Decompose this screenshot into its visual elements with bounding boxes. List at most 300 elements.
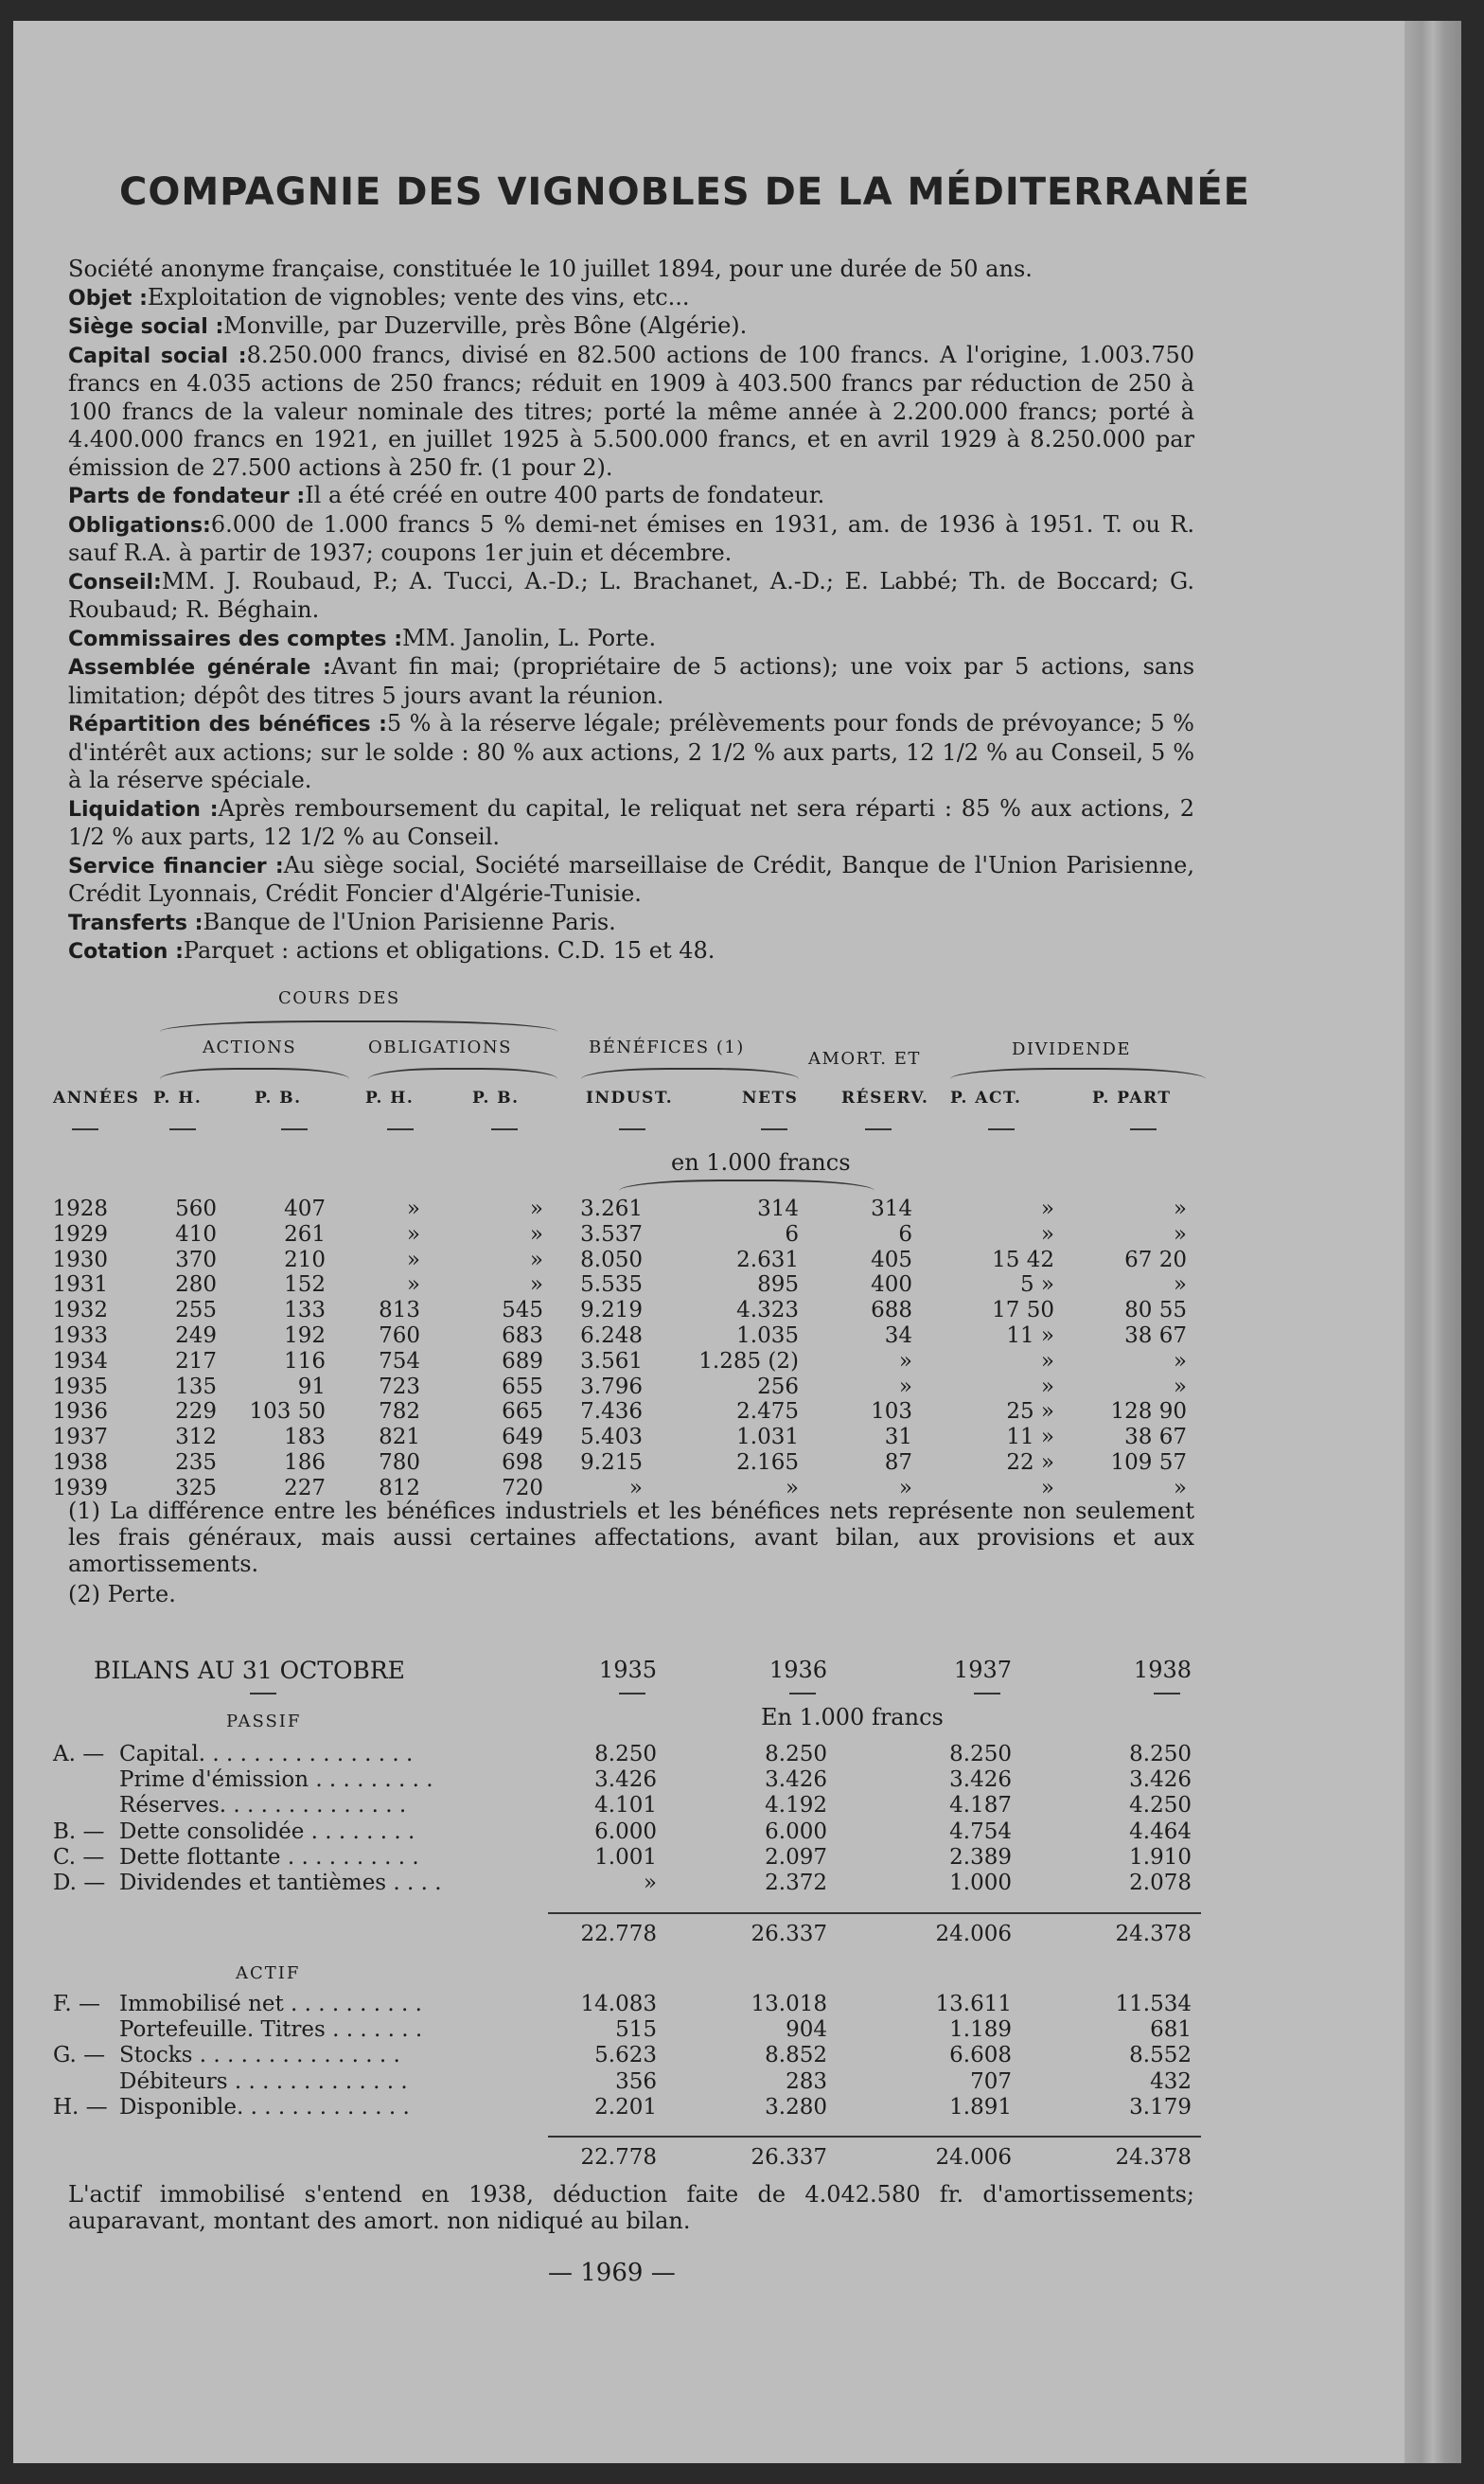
brace-cours: [160, 1020, 557, 1032]
bilan-cell: 432: [1150, 2068, 1192, 2094]
column-dash: [281, 1128, 308, 1130]
bilan-cell: 3.179: [1129, 2094, 1192, 2120]
page-title: COMPAGNIE DES VIGNOBLES DE LA MÉDITERRANÉE: [119, 170, 1250, 214]
table-cell: »: [1173, 1374, 1187, 1399]
table-cell: 229: [175, 1399, 217, 1425]
row-letter: B. —: [53, 1819, 105, 1844]
bilan-row: [13, 2017, 1404, 2043]
brace-benefices: [581, 1068, 799, 1079]
table-cell: 5.535: [580, 1272, 643, 1298]
table-cell: »: [406, 1272, 420, 1298]
table-cell: 15 42: [992, 1247, 1054, 1272]
row-label: Capital. . . . . . . . . . . . . . . .: [119, 1742, 414, 1766]
table-cell: 91: [297, 1374, 326, 1399]
table-cell: »: [785, 1475, 799, 1500]
table-cell: 31: [884, 1425, 912, 1450]
brace-dividende: [950, 1068, 1206, 1079]
table-cell: 280: [175, 1272, 217, 1298]
column-dash: [761, 1128, 787, 1130]
info-label: Commissaires des comptes :: [68, 627, 402, 651]
year-dash: [619, 1693, 645, 1694]
year-dash: [1154, 1693, 1180, 1694]
bilans-title: BILANS AU 31 OCTOBRE: [94, 1657, 405, 1684]
table-cell: 821: [379, 1425, 420, 1450]
table-cell: 1937: [52, 1425, 108, 1450]
table-cell: 1936: [52, 1399, 108, 1425]
table-row: [13, 1222, 1404, 1248]
info-paragraph: [68, 710, 1194, 795]
info-text: 6.000 de 1.000 francs 5 % demi-net émises en 1931, am. de 1936 à 1951. T. ou R. sauf R.A. à partir de 1937; coupons 1er juin et décembre.: [68, 510, 1194, 566]
table-cell: 255: [175, 1298, 217, 1323]
column-dash: [387, 1128, 414, 1130]
table-cell: 7.436: [580, 1399, 643, 1425]
info-paragraph: [68, 482, 1194, 511]
table-cell: 192: [284, 1323, 326, 1348]
bilan-cell: 1.910: [1129, 1844, 1192, 1870]
info-paragraph: [68, 312, 1194, 342]
table-cell: 1933: [52, 1323, 108, 1348]
info-label: Cotation :: [68, 940, 184, 964]
table-cell: 34: [884, 1323, 912, 1348]
info-text: MM. J. Roubaud, P.; A. Tucci, A.-D.; L. Brachanet, A.-D.; E. Labbé; Th. de Boccard; G. Roubaud; R. Béghain.: [68, 567, 1194, 623]
table-cell: 813: [379, 1298, 420, 1323]
bilan-cell: 4.101: [594, 1793, 657, 1819]
table-cell: 4.323: [736, 1298, 799, 1323]
table-cell: 186: [284, 1450, 326, 1475]
table-cell: »: [1173, 1348, 1187, 1374]
bilan-cell: 4.192: [765, 1793, 827, 1819]
table-cell: »: [406, 1197, 420, 1221]
bilan-cell: 8.852: [765, 2043, 827, 2068]
bilan-cell: 2.389: [949, 1844, 1012, 1870]
row-label: Disponible. . . . . . . . . . . . .: [119, 2094, 410, 2120]
table-cell: 2.165: [736, 1450, 799, 1475]
table-cell: 1929: [52, 1221, 108, 1247]
table-cell: 128 90: [1110, 1399, 1187, 1425]
bilan-cell: 2.201: [594, 2094, 657, 2120]
table-cell: 545: [502, 1298, 543, 1323]
table-cell: 87: [884, 1450, 912, 1475]
brace-actions: [160, 1068, 349, 1079]
info-paragraph: [68, 653, 1194, 710]
bilan-cell: 4.754: [949, 1819, 1012, 1844]
table-cell: 405: [871, 1247, 912, 1272]
column-header-pb: P. B.: [255, 1089, 302, 1108]
info-paragraph: [68, 511, 1194, 568]
column-dash: [169, 1128, 196, 1130]
table-row: [13, 1323, 1404, 1349]
info-text: Après remboursement du capital, le reliquat net sera réparti : 85 % aux actions, 2 1/2 % aux parts, 12 1/2 % au Conseil.: [68, 794, 1194, 850]
passif-title: PASSIF: [226, 1712, 302, 1731]
table-cell: 5.403: [580, 1425, 643, 1450]
bilan-row: [13, 2095, 1404, 2120]
page-number: — 1969 —: [548, 2259, 676, 2287]
header-actions: ACTIONS: [203, 1038, 297, 1057]
table-cell: 760: [379, 1323, 420, 1348]
bilan-cell: 4.187: [949, 1793, 1012, 1819]
bilan-cell: 8.250: [765, 1742, 827, 1766]
info-text: Il a été créé en outre 400 parts de fondateur.: [305, 482, 825, 508]
info-text: Monville, par Duzerville, près Bône (Algérie).: [223, 312, 748, 339]
table-cell: 1928: [52, 1197, 108, 1221]
table-cell: 1.035: [736, 1323, 799, 1348]
column-dash: [491, 1128, 518, 1130]
table-cell: 1.285 (2): [698, 1348, 799, 1374]
bilan-cell: 2.078: [1129, 1871, 1192, 1895]
row-label: Prime d'émission . . . . . . . . .: [119, 1767, 433, 1793]
table-cell: 314: [871, 1197, 912, 1221]
info-label: Parts de fondateur :: [68, 485, 306, 508]
table-cell: 217: [175, 1348, 217, 1374]
bilan-row: [13, 1871, 1404, 1896]
table-cell: »: [1040, 1475, 1054, 1500]
column-dash: [619, 1128, 645, 1130]
table-cell: 17 50: [992, 1298, 1054, 1323]
bilan-cell: 13.611: [935, 1992, 1012, 2016]
info-paragraph: [68, 625, 1194, 654]
table-cell: 67 20: [1124, 1247, 1187, 1272]
row-label: Immobilisé net . . . . . . . . . .: [119, 1992, 422, 2016]
total-rule: [548, 2136, 1201, 2138]
table-cell: 116: [284, 1348, 326, 1374]
bilan-cell: 5.623: [594, 2043, 657, 2068]
table-cell: »: [1173, 1272, 1187, 1298]
table-cell: 407: [284, 1197, 326, 1221]
info-label: Siège social :: [68, 315, 224, 339]
total-rule: [548, 1912, 1201, 1914]
header-cours: COURS DES: [278, 988, 400, 1008]
table-cell: 400: [871, 1272, 912, 1298]
table-cell: 1934: [52, 1348, 108, 1374]
table-cell: »: [529, 1197, 543, 1221]
info-text: Société anonyme française, constituée le 10 juillet 1894, pour une durée de 50 ans.: [68, 256, 1033, 282]
info-label: Obligations:: [68, 513, 211, 538]
column-header-ph: P. H.: [153, 1089, 203, 1108]
table-cell: »: [1173, 1475, 1187, 1500]
info-paragraph: [68, 937, 1194, 967]
row-label: Dette flottante . . . . . . . . . .: [119, 1844, 419, 1870]
total-cell: 24.378: [1115, 1922, 1192, 1946]
table-cell: 5 »: [1019, 1272, 1054, 1298]
total-cell: 24.006: [935, 2145, 1012, 2170]
unit-label: en 1.000 francs: [671, 1149, 851, 1176]
table-cell: 688: [871, 1298, 912, 1323]
column-header-opb: P. B.: [472, 1089, 520, 1108]
table-cell: »: [529, 1221, 543, 1247]
table-cell: »: [1040, 1374, 1054, 1399]
bilan-cell: 2.372: [765, 1871, 827, 1895]
year-header: 1937: [953, 1657, 1012, 1683]
table-cell: 22 »: [1006, 1450, 1054, 1475]
row-label: Réserves. . . . . . . . . . . . . .: [119, 1793, 407, 1819]
info-text: 5 % à la réserve légale; prélèvements pour fonds de prévoyance; 5 % d'intérêt aux actions; sur le solde : 80 % aux actions, 2 1/2 % aux parts, 12 1/2 % au Conseil, 5 % à la réserve spéciale.: [68, 710, 1194, 793]
table-cell: 665: [502, 1399, 543, 1425]
total-cell: 26.337: [751, 2145, 827, 2170]
header-obligations: OBLIGATIONS: [368, 1038, 512, 1057]
table-cell: 6: [785, 1221, 799, 1247]
table-cell: 6: [898, 1221, 912, 1247]
table-cell: 780: [379, 1450, 420, 1475]
table-cell: 3.537: [580, 1221, 643, 1247]
column-header-indust: INDUST.: [586, 1089, 674, 1108]
info-text: 8.250.000 francs, divisé en 82.500 actions de 100 francs. A l'origine, 1.003.750 francs en 4.035 actions de 250 francs; réduit en 1909 à 403.500 francs par réduction de 250 à 100 francs de la valeur nominale des titres; porté la même année à 2.200.000 francs; porté à 4.400.000 francs en 1921, en juillet 1925 à 5.500.000 francs, et en avril 1929 à 8.250.000 par émission de 27.500 actions à 250 fr. (1 pour 2).: [68, 341, 1195, 481]
bilan-cell: 13.018: [751, 1992, 827, 2016]
total-cell: 26.337: [751, 1922, 827, 1946]
table-cell: 314: [757, 1197, 799, 1221]
table-cell: 683: [502, 1323, 543, 1348]
table-cell: 9.219: [580, 1298, 643, 1323]
table-cell: 698: [502, 1450, 543, 1475]
table-cell: 1931: [52, 1272, 108, 1298]
table-cell: 2.475: [736, 1399, 799, 1425]
bilan-cell: »: [643, 1871, 657, 1895]
year-dash: [789, 1693, 816, 1694]
year-dash: [974, 1693, 1000, 1694]
table-cell: 235: [175, 1450, 217, 1475]
table-row: [13, 1375, 1404, 1400]
table-row: [13, 1349, 1404, 1375]
table-cell: 325: [175, 1475, 217, 1500]
info-paragraph: [68, 852, 1194, 909]
row-letter: D. —: [53, 1871, 106, 1895]
column-header-nets: NETS: [742, 1089, 799, 1108]
bilan-cell: 8.250: [949, 1742, 1012, 1766]
total-cell: 22.778: [580, 2145, 657, 2170]
bilan-cell: 4.250: [1129, 1793, 1192, 1819]
table-cell: 1932: [52, 1298, 108, 1323]
bilan-cell: 3.426: [765, 1767, 827, 1793]
table-cell: 782: [379, 1399, 420, 1425]
row-letter: G. —: [53, 2043, 106, 2068]
table-cell: 133: [284, 1298, 326, 1323]
column-dash: [1130, 1128, 1157, 1130]
table-cell: 227: [284, 1475, 326, 1500]
bilan-cell: 6.608: [949, 2043, 1012, 2068]
bilan-cell: 1.001: [594, 1844, 657, 1870]
table-cell: 135: [175, 1374, 217, 1399]
column-dash: [72, 1128, 98, 1130]
table-cell: 109 57: [1110, 1450, 1187, 1475]
bilan-footnote: L'actif immobilisé s'entend en 1938, déduction faite de 4.042.580 fr. d'amortissements; auparavant, montant des amort. non nidiqué au bilan.: [68, 2181, 1194, 2234]
info-label: Conseil:: [68, 570, 162, 594]
table-cell: »: [529, 1272, 543, 1298]
actif-title: ACTIF: [236, 1963, 301, 1983]
table-cell: 6.248: [580, 1323, 643, 1348]
bilan-cell: 3.426: [594, 1767, 657, 1793]
table-cell: 655: [502, 1374, 543, 1399]
table-cell: »: [529, 1247, 543, 1272]
table-cell: 410: [175, 1221, 217, 1247]
column-header-pact: P. ACT.: [950, 1089, 1022, 1108]
bilan-cell: 3.426: [1129, 1767, 1192, 1793]
title-dash: [250, 1693, 276, 1694]
table-row: [13, 1272, 1404, 1298]
info-paragraph: [68, 342, 1194, 483]
table-cell: 689: [502, 1348, 543, 1374]
bilan-row: [13, 1793, 1404, 1819]
table-cell: 3.261: [580, 1197, 643, 1221]
table-cell: 8.050: [580, 1247, 643, 1272]
table-cell: 210: [284, 1247, 326, 1272]
table-cell: 812: [379, 1475, 420, 1500]
table-row: [13, 1450, 1404, 1476]
table-cell: 152: [284, 1272, 326, 1298]
row-label: Stocks . . . . . . . . . . . . . . .: [119, 2043, 400, 2068]
bilan-cell: 8.250: [594, 1742, 657, 1766]
table-cell: 754: [379, 1348, 420, 1374]
table-cell: 1.031: [736, 1425, 799, 1450]
table-cell: »: [1173, 1197, 1187, 1221]
table-cell: 103 50: [249, 1399, 326, 1425]
table-row: [13, 1399, 1404, 1425]
table-cell: 720: [502, 1475, 543, 1500]
bilan-cell: 6.000: [594, 1819, 657, 1844]
header-dividende: DIVIDENDE: [1012, 1039, 1132, 1059]
info-paragraph: [68, 795, 1194, 852]
row-letter: F. —: [53, 1992, 100, 2016]
table-cell: 895: [757, 1272, 799, 1298]
bilan-cell: 1.000: [949, 1871, 1012, 1895]
info-text: Exploitation de vignobles; vente des vins, etc...: [147, 283, 690, 310]
table-cell: 3.796: [580, 1374, 643, 1399]
brace-unit: [619, 1180, 874, 1191]
table-cell: »: [898, 1475, 912, 1500]
table-cell: 3.561: [580, 1348, 643, 1374]
table-cell: »: [1040, 1221, 1054, 1247]
table-cell: »: [898, 1348, 912, 1374]
info-paragraph: [68, 256, 1194, 284]
bilan-row: [13, 2069, 1404, 2095]
table-cell: 103: [871, 1399, 912, 1425]
table-cell: 1935: [52, 1374, 108, 1399]
footnote-1: (1) La différence entre les bénéfices industriels et les bénéfices nets représente non seulement les frais généraux, mais aussi certaines affectations, avant bilan, aux provisions et aux amortissements.: [68, 1498, 1194, 1577]
brace-obligations: [368, 1068, 557, 1079]
bilan-cell: 8.250: [1129, 1742, 1192, 1766]
table-cell: 312: [175, 1425, 217, 1450]
row-letter: A. —: [53, 1742, 105, 1766]
page-edge: [1404, 21, 1461, 2463]
row-label: Dette consolidée . . . . . . . .: [119, 1819, 415, 1844]
table-cell: 11 »: [1006, 1323, 1054, 1348]
bilan-cell: 904: [786, 2017, 827, 2043]
year-header: 1936: [768, 1657, 827, 1683]
info-text: Parquet : actions et obligations. C.D. 15 et 48.: [183, 937, 716, 964]
table-cell: »: [1173, 1221, 1187, 1247]
column-header-reserv: RÉSERV.: [841, 1089, 929, 1108]
table-cell: 80 55: [1124, 1298, 1187, 1323]
column-header-oph: P. H.: [365, 1089, 415, 1108]
book-page: [13, 21, 1404, 2463]
column-dash: [865, 1128, 892, 1130]
header-benefices: BÉNÉFICES (1): [589, 1038, 745, 1057]
table-cell: 25 »: [1006, 1399, 1054, 1425]
info-label: Transferts :: [68, 911, 203, 935]
bilan-cell: 3.280: [765, 2094, 827, 2120]
bilan-row: [13, 1992, 1404, 2017]
total-cell: 22.778: [580, 1922, 657, 1946]
bilan-cell: 681: [1150, 2017, 1192, 2043]
bilan-cell: 283: [786, 2068, 827, 2094]
row-label: Dividendes et tantièmes . . . .: [119, 1871, 442, 1895]
info-text: Banque de l'Union Parisienne Paris.: [203, 908, 616, 935]
bilan-cell: 4.464: [1129, 1819, 1192, 1844]
table-cell: »: [406, 1247, 420, 1272]
bilan-cell: 515: [615, 2017, 657, 2043]
info-label: Assemblée générale :: [68, 656, 331, 680]
table-row: [13, 1298, 1404, 1323]
table-cell: 1938: [52, 1450, 108, 1475]
table-cell: 249: [175, 1323, 217, 1348]
table-cell: 2.631: [736, 1247, 799, 1272]
table-cell: »: [406, 1221, 420, 1247]
table-cell: 9.215: [580, 1450, 643, 1475]
table-cell: 256: [757, 1374, 799, 1399]
info-label: Service financier :: [68, 854, 284, 878]
info-paragraph: [68, 568, 1194, 625]
bilan-cell: 2.097: [765, 1844, 827, 1870]
bilan-cell: 14.083: [580, 1992, 657, 2016]
bilan-row: [13, 1845, 1404, 1871]
table-cell: 560: [175, 1197, 217, 1221]
info-label: Objet :: [68, 286, 148, 310]
column-header-annees: ANNÉES: [53, 1089, 140, 1108]
table-cell: 723: [379, 1374, 420, 1399]
bilan-cell: 707: [970, 2068, 1012, 2094]
company-info: [68, 256, 1194, 967]
row-label: Portefeuille. Titres . . . . . . .: [119, 2017, 423, 2043]
year-header: 1935: [598, 1657, 657, 1683]
table-cell: »: [898, 1374, 912, 1399]
table-cell: 1930: [52, 1247, 108, 1272]
table-row: [13, 1248, 1404, 1273]
table-row: [13, 1197, 1404, 1222]
table-cell: 1939: [52, 1475, 108, 1500]
bilan-cell: 1.891: [949, 2094, 1012, 2120]
info-label: Capital social :: [68, 344, 247, 368]
table-cell: 183: [284, 1425, 326, 1450]
info-label: Liquidation :: [68, 797, 219, 822]
info-paragraph: [68, 909, 1194, 938]
table-cell: »: [1040, 1348, 1054, 1374]
bilan-cell: 1.189: [949, 2017, 1012, 2043]
bilan-cell: 6.000: [765, 1819, 827, 1844]
table-cell: 38 67: [1124, 1425, 1187, 1450]
info-text: MM. Janolin, L. Porte.: [402, 624, 657, 651]
column-dash: [988, 1128, 1015, 1130]
row-label: Débiteurs . . . . . . . . . . . . .: [119, 2068, 408, 2094]
column-header-ppart: P. PART: [1092, 1089, 1172, 1108]
info-paragraph: [68, 284, 1194, 313]
bilan-row: [13, 1819, 1404, 1845]
row-letter: H. —: [53, 2094, 108, 2120]
row-letter: C. —: [53, 1844, 105, 1870]
table-cell: 649: [502, 1425, 543, 1450]
bilan-row: [13, 1767, 1404, 1793]
header-amort: AMORT. ET: [808, 1049, 921, 1069]
total-cell: 24.378: [1115, 2145, 1192, 2170]
table-cell: 11 »: [1006, 1425, 1054, 1450]
unit-label: En 1.000 francs: [761, 1704, 944, 1730]
bilan-cell: 356: [615, 2068, 657, 2094]
table-row: [13, 1425, 1404, 1450]
year-header: 1938: [1133, 1657, 1192, 1683]
bilan-row: [13, 1742, 1404, 1767]
info-text: Au siège social, Société marseillaise de Crédit, Banque de l'Union Parisienne, Crédit Lyonnais, Crédit Foncier d'Algérie-Tunisie.: [68, 851, 1194, 907]
info-text: Avant fin mai; (propriétaire de 5 actions); une voix par 5 actions, sans limitation; dépôt des titres 5 jours avant la réunion.: [68, 653, 1195, 709]
table-cell: »: [628, 1475, 643, 1500]
table-cell: 370: [175, 1247, 217, 1272]
table-cell: »: [1040, 1197, 1054, 1221]
